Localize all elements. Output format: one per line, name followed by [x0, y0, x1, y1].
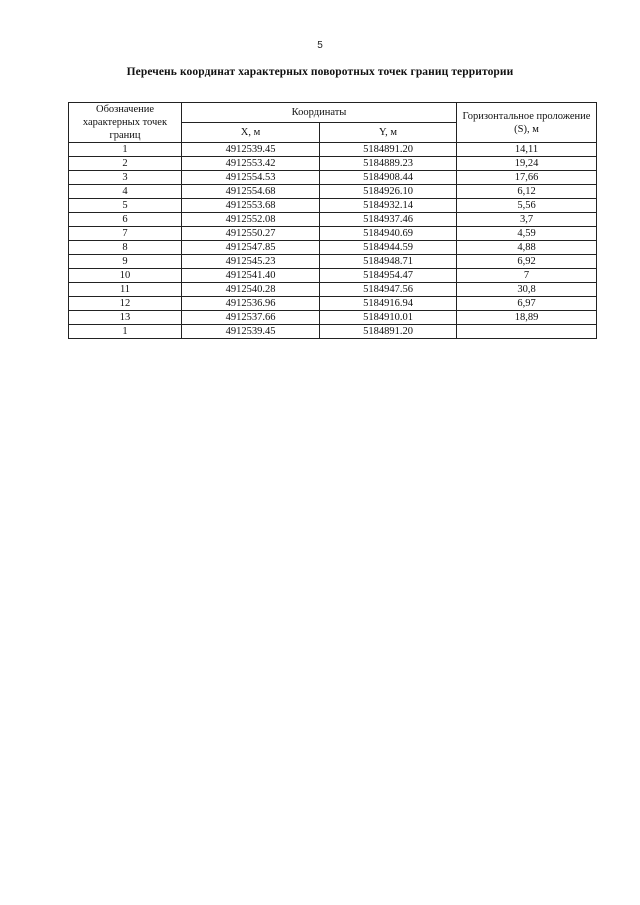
cell-x: 4912539.45: [182, 143, 320, 157]
cell-y: 5184944.59: [320, 241, 457, 255]
table-row: [69, 171, 597, 185]
table-body: [69, 143, 597, 339]
header-y: Y, м: [320, 123, 457, 143]
cell-point: 5: [69, 199, 182, 213]
cell-x: 4912545.23: [182, 255, 320, 269]
cell-point: 3: [69, 171, 182, 185]
header-coordinates: Координаты: [182, 103, 457, 123]
cell-point: 9: [69, 255, 182, 269]
cell-point: 1: [69, 143, 182, 157]
table-row: [69, 227, 597, 241]
cell-x: 4912554.53: [182, 171, 320, 185]
cell-point: 7: [69, 227, 182, 241]
cell-s: 17,66: [457, 171, 597, 185]
cell-x: 4912547.85: [182, 241, 320, 255]
table-row: [69, 199, 597, 213]
cell-y: 5184926.10: [320, 185, 457, 199]
table-row: [69, 241, 597, 255]
cell-s: 3,7: [457, 213, 597, 227]
cell-s: 14,11: [457, 143, 597, 157]
header-horizontal-distance: Горизонтальное проложение (S), м: [457, 103, 597, 143]
cell-y: 5184889.23: [320, 157, 457, 171]
cell-y: 5184891.20: [320, 325, 457, 339]
cell-point: 12: [69, 297, 182, 311]
table-row: [69, 255, 597, 269]
cell-y: 5184908.44: [320, 171, 457, 185]
table-row: [69, 297, 597, 311]
cell-point: 13: [69, 311, 182, 325]
cell-x: 4912554.68: [182, 185, 320, 199]
table-row: [69, 185, 597, 199]
cell-point: 4: [69, 185, 182, 199]
cell-point: 11: [69, 283, 182, 297]
table-row: [69, 269, 597, 283]
cell-x: 4912536.96: [182, 297, 320, 311]
header-x: X, м: [182, 123, 320, 143]
cell-x: 4912541.40: [182, 269, 320, 283]
cell-y: 5184954.47: [320, 269, 457, 283]
cell-point: 6: [69, 213, 182, 227]
cell-point: 2: [69, 157, 182, 171]
header-point-designation: Обозначение характерных точек границ: [69, 103, 182, 143]
cell-y: 5184940.69: [320, 227, 457, 241]
cell-y: 5184891.20: [320, 143, 457, 157]
cell-point: 8: [69, 241, 182, 255]
cell-x: 4912539.45: [182, 325, 320, 339]
coordinates-table: [68, 102, 597, 339]
cell-s: 5,56: [457, 199, 597, 213]
table-row: [69, 283, 597, 297]
cell-s: 4,59: [457, 227, 597, 241]
cell-s: [457, 325, 597, 339]
table-row: [69, 157, 597, 171]
cell-y: 5184937.46: [320, 213, 457, 227]
cell-x: 4912537.66: [182, 311, 320, 325]
cell-s: 6,92: [457, 255, 597, 269]
cell-x: 4912552.08: [182, 213, 320, 227]
document-title: Перечень координат характерных поворотных точек границ территории: [126, 66, 514, 78]
table-row: [69, 213, 597, 227]
cell-x: 4912550.27: [182, 227, 320, 241]
table-row: [69, 143, 597, 157]
cell-s: 7: [457, 269, 597, 283]
cell-s: 18,89: [457, 311, 597, 325]
cell-x: 4912540.28: [182, 283, 320, 297]
cell-s: 6,12: [457, 185, 597, 199]
page-number: 5: [317, 40, 323, 51]
cell-y: 5184947.56: [320, 283, 457, 297]
cell-y: 5184948.71: [320, 255, 457, 269]
cell-y: 5184932.14: [320, 199, 457, 213]
table-row: [69, 325, 597, 339]
table-row: [69, 311, 597, 325]
cell-s: 4,88: [457, 241, 597, 255]
cell-x: 4912553.42: [182, 157, 320, 171]
cell-point: 10: [69, 269, 182, 283]
cell-x: 4912553.68: [182, 199, 320, 213]
cell-s: 19,24: [457, 157, 597, 171]
cell-s: 6,97: [457, 297, 597, 311]
cell-y: 5184910.01: [320, 311, 457, 325]
cell-s: 30,8: [457, 283, 597, 297]
cell-y: 5184916.94: [320, 297, 457, 311]
cell-point: 1: [69, 325, 182, 339]
